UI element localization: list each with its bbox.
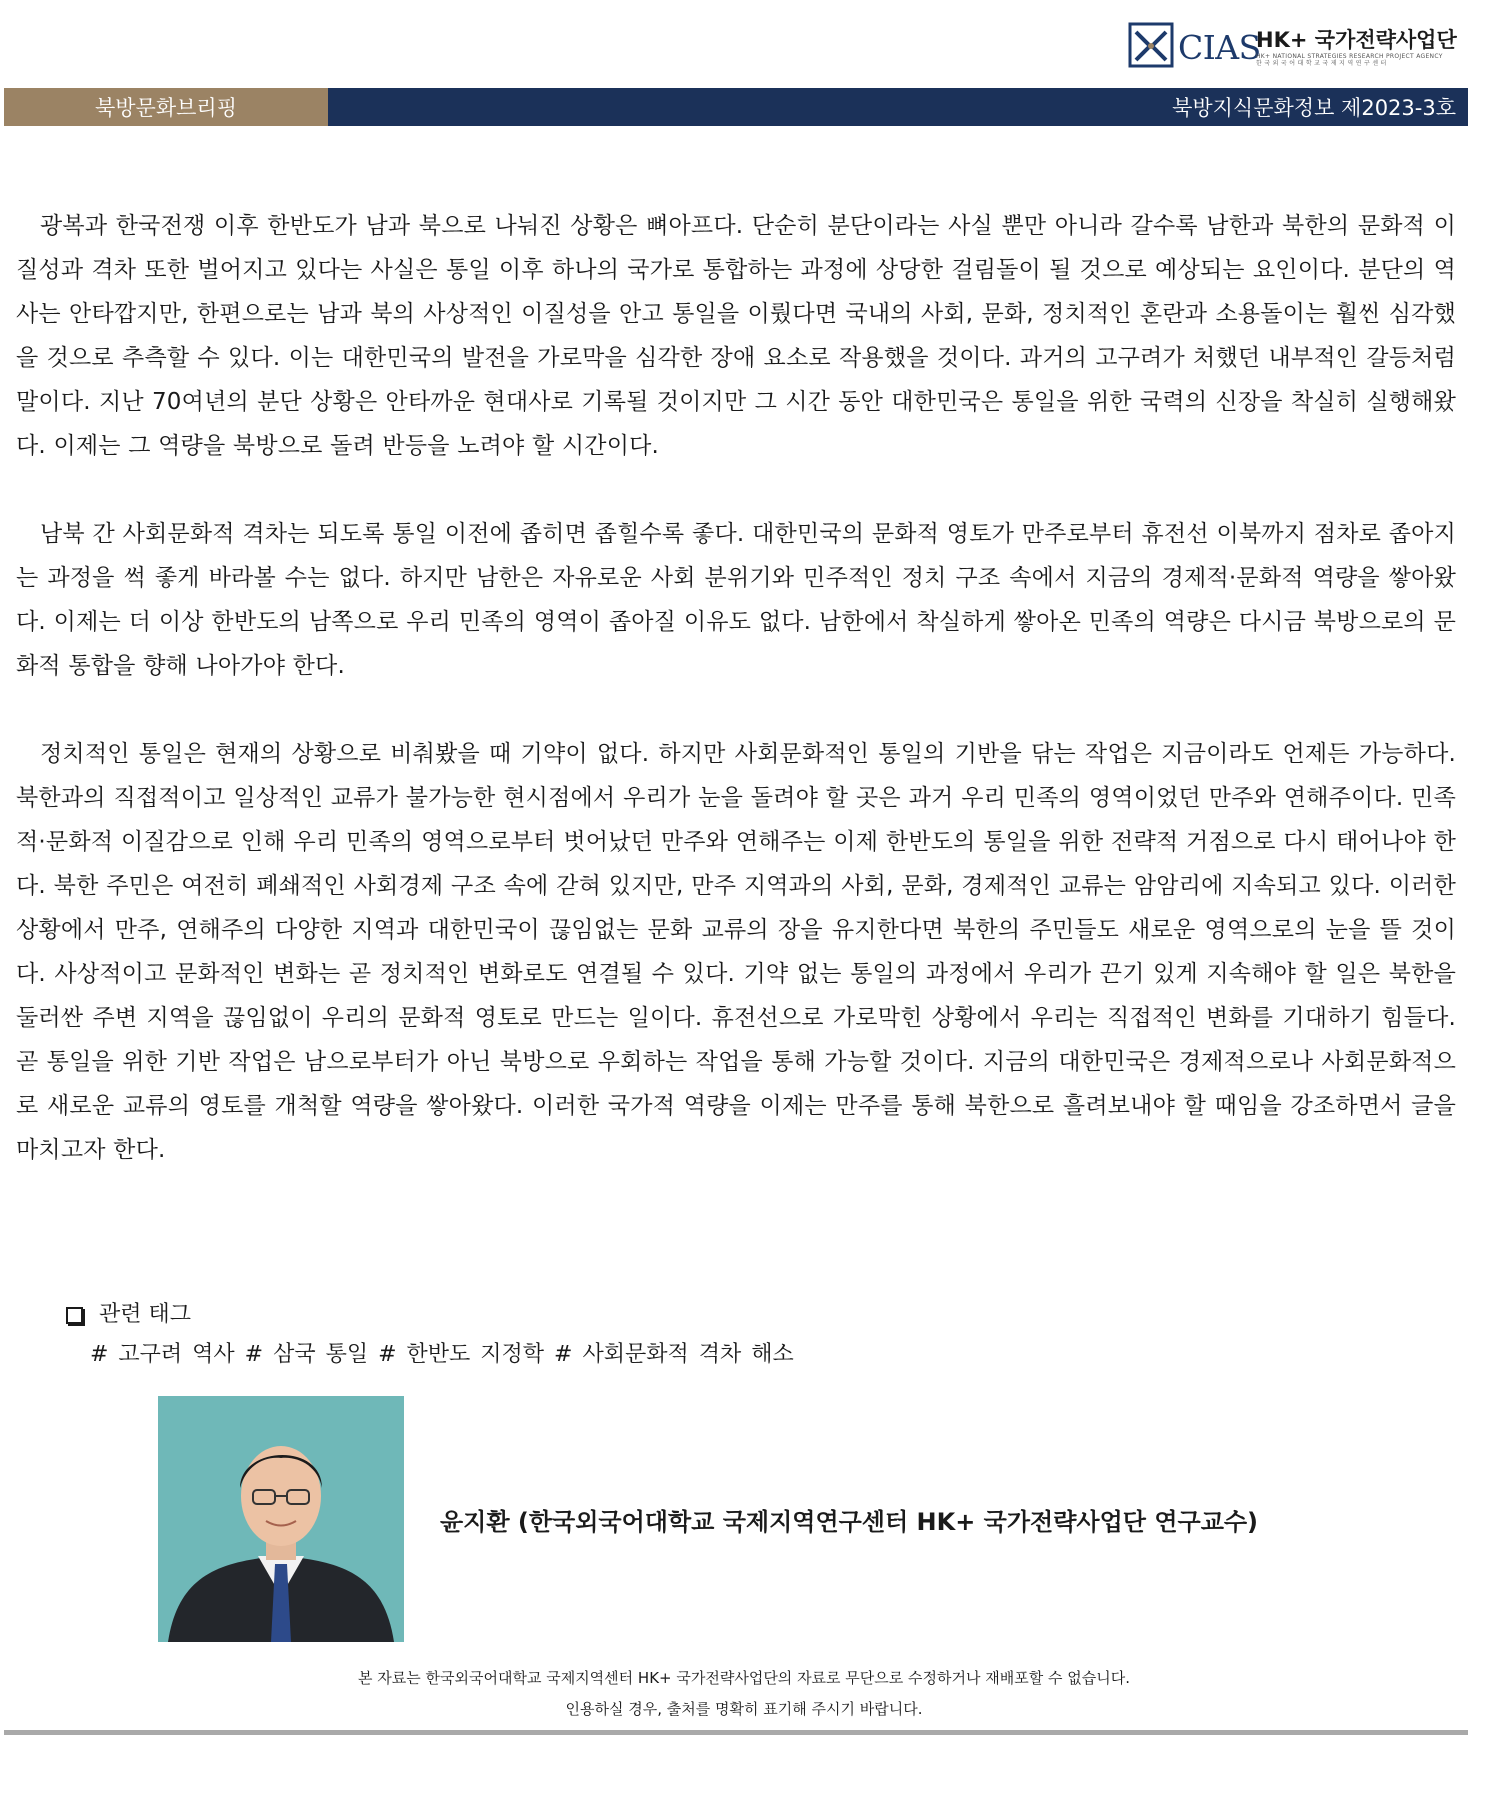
tags-list: # 고구려 역사 # 삼국 통일 # 한반도 지정학 # 사회문화적 격차 해소 [90, 1342, 794, 1367]
cias-logo [1128, 22, 1458, 70]
cias-emblem-icon [1128, 22, 1174, 68]
paragraph-3: 정치적인 통일은 현재의 상황으로 비춰봤을 때 기약이 없다. 하지만 사회문화적인 통일의 기반을 닦는 작업은 지금이라도 언제든 가능하다. 북한과의 직접적이고 일상적인 교류가 불가능한 현시점에서 우리가 눈을 돌려야 할 곳은 과거 우리 민족의 영역이었던 만주와 연해주이다. 민족적·문화적 이질감으로 인해 우리 민족의 영역으로부터 벗어났던 만주와 연해주는 이제 한반도의 통일을 위한 전략적 거점으로 다시 태어나야 한다. 북한 주민은 여전히 폐쇄적인 사회경제 구조 속에 갇혀 있지만, 만주 지역과의 사회, 문화, 경제적인 교류는 암암리에 지속되고 있다. 이러한 상황에서 만주, 연해주의 다양한 지역과 대한민국이 끊임없는 문화 교류의 장을 유지한다면 북한의 주민들도 새로운 영역으로의 눈을 뜰 것이다. 사상적이고 문화적인 변화는 곧 정치적인 변화로도 연결될 수 있다. 기약 없는 통일의 과정에서 우리가 끈기 있게 지속해야 할 일은 북한을 둘러싼 주변 지역을 끊임없이 우리의 문화적 영토로 만드는 일이다. 휴전선으로 가로막힌 상황에서 우리는 직접적인 변화를 기대하기 힘들다. 곧 통일을 위한 기반 작업은 남으로부터가 아닌 북방으로 우회하는 작업을 통해 가능할 것이다. 지금의 대한민국은 경제적으로나 사회문화적으로 새로운 교류의 영토를 개척할 역량을 쌓아왔다. 이러한 국가적 역량을 이제는 만주를 통해 북한으로 흘려보내야 할 때임을 강조하면서 글을 마치고자 한다. [16, 741, 1456, 1163]
author-name: 윤지환 (한국외국어대학교 국제지역연구센터 HK+ 국가전략사업단 연구교수) [440, 1508, 1259, 1536]
tags-heading-label: 관련 태그 [99, 1302, 192, 1327]
logo-subtitle-ko: 한 국 외 국 어 대 학 교 국 제 지 역 연 구 센 터 [1256, 60, 1387, 67]
logo-org: HK+ 국가전략사업단 [1256, 28, 1457, 52]
copyright-line-1: 본 자료는 한국외국어대학교 국제지역센터 HK+ 국가전략사업단의 자료로 무단으로 수정하거나 재배포할 수 없습니다. [358, 1669, 1130, 1687]
tags-heading [66, 1298, 794, 1332]
logo-name: CIAS [1178, 28, 1261, 67]
article-body [16, 204, 1456, 1216]
related-tags [66, 1298, 794, 1372]
issue-number: 북방지식문화정보 제2023-3호 [328, 88, 1468, 126]
series-title: 북방문화브리핑 [4, 88, 328, 126]
copyright-notice [0, 1663, 1488, 1725]
header-bar [4, 88, 1468, 126]
checkbox-bullet-icon [66, 1307, 83, 1324]
bottom-divider [4, 1730, 1468, 1735]
copyright-line-2: 인용하실 경우, 출처를 명확히 표기해 주시기 바랍니다. [565, 1700, 923, 1718]
paragraph-1: 광복과 한국전쟁 이후 한반도가 남과 북으로 나눠진 상황은 뼈아프다. 단순히 분단이라는 사실 뿐만 아니라 갈수록 남한과 북한의 문화적 이질성과 격차 또한 벌어지고 있다는 사실은 통일 이후 하나의 국가로 통합하는 과정에 상당한 걸림돌이 될 것으로 예상되는 요인이다. 분단의 역사는 안타깝지만, 한편으로는 남과 북의 사상적인 이질성을 안고 통일을 이뤘다면 국내의 사회, 문화, 정치적인 혼란과 소용돌이는 훨씬 심각했을 것으로 추측할 수 있다. 이는 대한민국의 발전을 가로막을 심각한 장애 요소로 작용했을 것이다. 과거의 고구려가 처했던 내부적인 갈등처럼 말이다. 지난 70여년의 분단 상황은 안타까운 현대사로 기록될 것이지만 그 시간 동안 대한민국은 통일을 위한 국력의 신장을 착실히 실행해왔다. 이제는 그 역량을 북방으로 돌려 반등을 노려야 할 시간이다. [16, 213, 1456, 459]
logo-subtitle-en: HK+ NATIONAL STRATEGIES RESEARCH PROJECT AGENCY [1256, 53, 1443, 60]
paragraph-2: 남북 간 사회문화적 격차는 되도록 통일 이전에 좁히면 좁힐수록 좋다. 대한민국의 문화적 영토가 만주로부터 휴전선 이북까지 점차로 좁아지는 과정을 썩 좋게 바라볼 수는 없다. 하지만 남한은 자유로운 사회 분위기와 민주적인 정치 구조 속에서 지금의 경제적·문화적 역량을 쌓아왔다. 이제는 더 이상 한반도의 남쪽으로 우리 민족의 영역이 좁아질 이유도 없다. 남한에서 착실하게 쌓아온 민족의 역량은 다시금 북방으로의 문화적 통합을 향해 나아가야 한다. [16, 521, 1456, 679]
author-photo [158, 1396, 404, 1642]
logo-subtitle [1256, 53, 1443, 67]
